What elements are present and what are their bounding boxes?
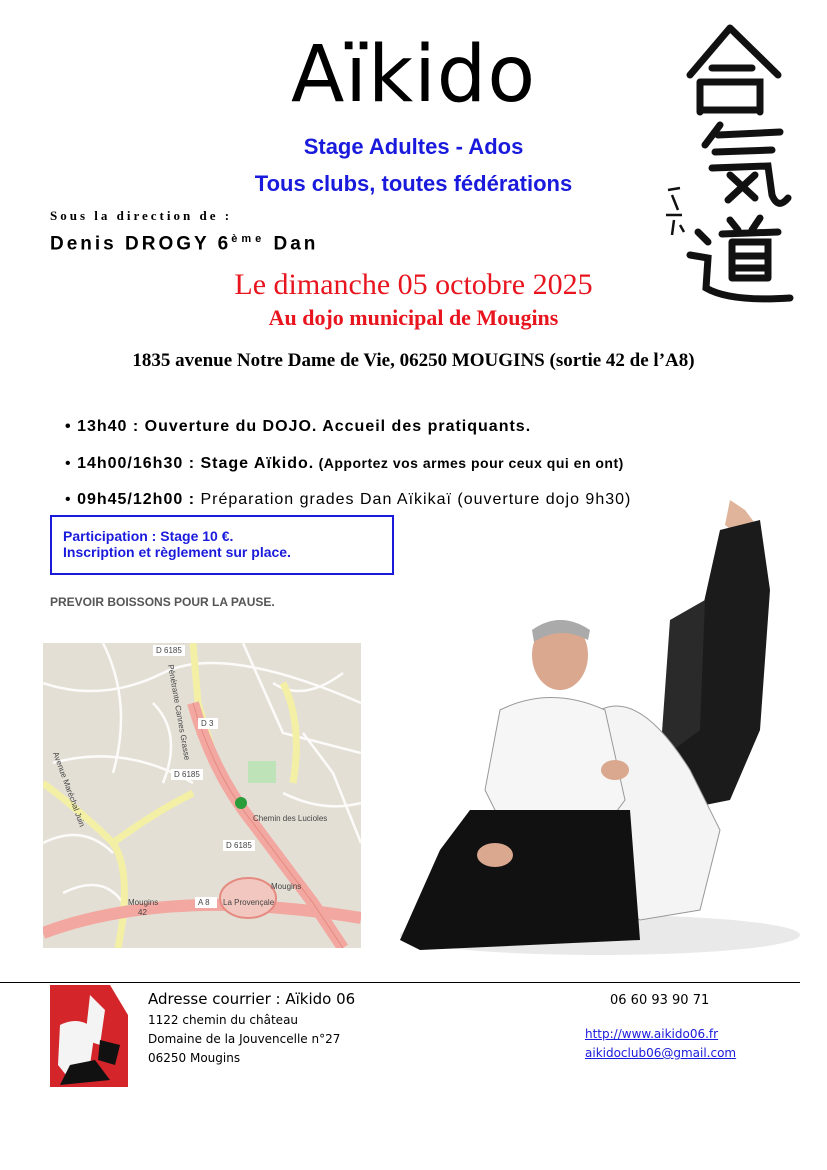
teacher-name (50, 233, 318, 255)
schedule-label: Stage Aïkido. (195, 455, 315, 472)
mail-address-line: Domaine de la Jouvencelle n°27 (148, 1032, 341, 1046)
schedule-time: 09h45/12h00 : (77, 491, 196, 508)
stage-subtitle: Stage Adultes - Ados (303, 134, 524, 159)
teacher-rank-sup: ème (231, 233, 266, 245)
participation-registration: Inscription et règlement sur place. (63, 544, 291, 560)
schedule-text: 13h40 : Ouverture du DOJO. Accueil des pratiquants. (77, 418, 532, 435)
map-graphic (43, 643, 361, 948)
mail-address-line: 1122 chemin du château (148, 1013, 299, 1027)
map-label: D 6185 (226, 841, 252, 850)
schedule-note: (Apportez vos armes pour ceux qui en ont) (314, 455, 624, 471)
drinks-notice: PREVOIR BOISSONS POUR LA PAUSE. (50, 595, 275, 609)
schedule-item (65, 418, 531, 436)
footer-divider (0, 982, 800, 983)
map-label: Mougins (271, 882, 302, 891)
map-label: 42 (138, 908, 147, 917)
bullet: • (65, 418, 72, 435)
club-logo-icon (50, 985, 128, 1087)
participation-box (50, 515, 394, 575)
participation-price: Participation : Stage 10 €. (63, 528, 234, 544)
map-label: La Provençale (223, 898, 275, 907)
bullet: • (65, 455, 72, 472)
map-label: Avenue Maréchal Juin (51, 750, 87, 828)
map-label: A 8 (198, 898, 210, 907)
event-date: Le dimanche 05 octobre 2025 (234, 268, 593, 301)
teacher-name-text: Denis DROGY 6 (50, 233, 232, 255)
event-place: Au dojo municipal de Mougins (268, 305, 559, 330)
page-title: Aïkido (290, 30, 537, 120)
map-label: Chemin des Lucioles (253, 814, 328, 823)
teacher-rank-text: Dan (265, 233, 319, 255)
map-label: D 3 (201, 719, 214, 728)
event-address: 1835 avenue Notre Dame de Vie, 06250 MOUGINS (sortie 42 de l’A8) (132, 350, 695, 371)
schedule-time: 14h00/16h30 : (77, 455, 196, 472)
map-label: Mougins (128, 898, 159, 907)
schedule-text: Préparation grades Dan Aïkikaï (ouverture dojo 9h30) (195, 491, 632, 508)
email-link[interactable]: aikidoclub06@gmail.com (585, 1046, 737, 1060)
clubs-subtitle: Tous clubs, toutes fédérations (254, 171, 573, 196)
aikido-throw-photo (400, 470, 815, 970)
direction-label: Sous la direction de : (50, 208, 233, 223)
location-map (43, 643, 361, 948)
map-label: D 6185 (174, 770, 200, 779)
map-label: Pénétrante Cannes Grasse (166, 663, 192, 761)
mail-address-heading: Adresse courrier : Aïkido 06 (148, 990, 356, 1008)
map-label: D 6185 (156, 646, 182, 655)
bullet: • (65, 491, 72, 508)
aikido-calligraphy-icon (660, 20, 800, 310)
mail-address-line: 06250 Mougins (148, 1051, 241, 1065)
website-link[interactable]: http://www.aikido06.fr (585, 1027, 719, 1041)
phone-number: 06 60 93 90 71 (610, 993, 710, 1008)
